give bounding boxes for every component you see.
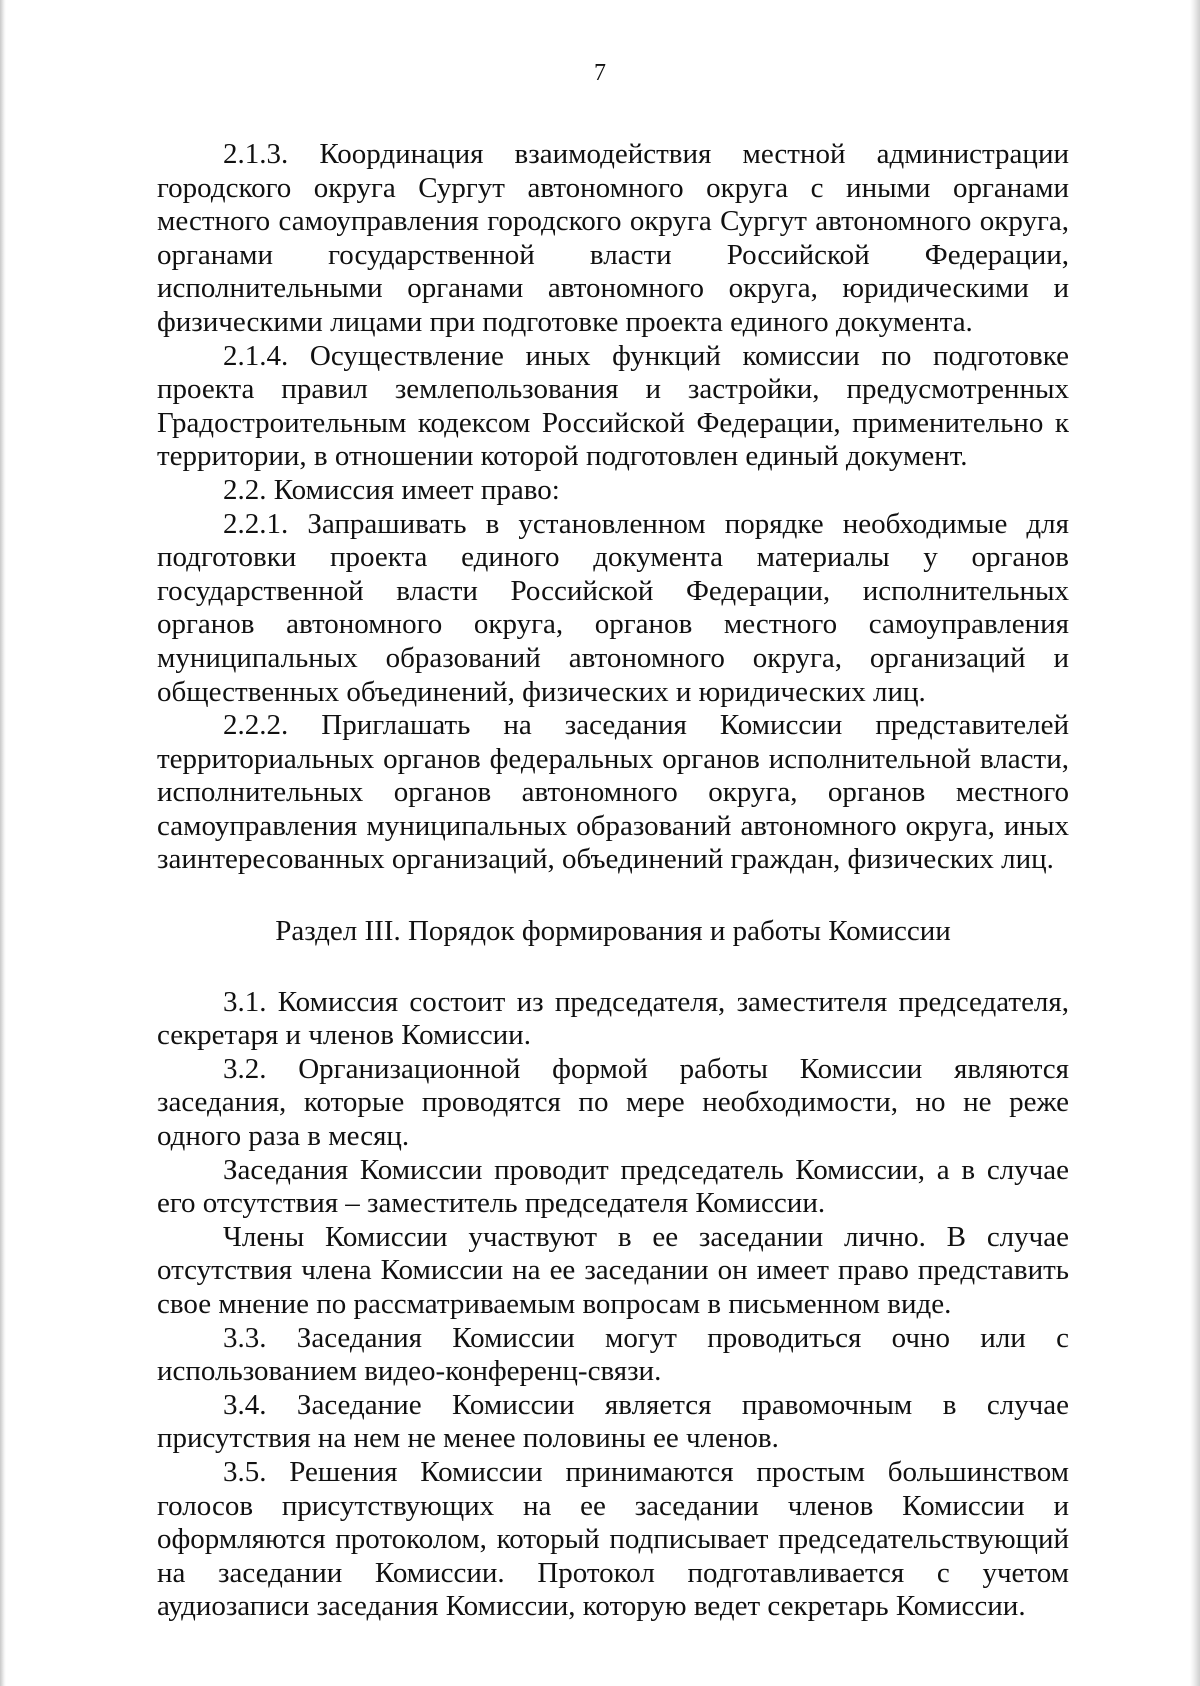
paragraph-2-1-4: 2.1.4. Осуществление иных функций комиссии по подготовке проекта правил землепользования и застройки, предусмотренных Градостроительным кодексом Российской Федерации, применительно к территории, в отношении которой подготовлен единый документ. xyxy=(157,339,1069,473)
paragraph-2-1-3: 2.1.3. Координация взаимодействия местной администрации городского округа Сургут автономного округа с иными органами местного самоуправления городского округа Сургут автономного округа, органами государственной власти Российской Федерации, исполнительными органами автономного округа, юридическими и физическими лицами при подготовке проекта единого документа. xyxy=(157,138,1069,338)
page-number: 7 xyxy=(594,60,606,86)
paragraph-3-2: 3.2. Организационной формой работы Комиссии являются заседания, которые проводятся по мере необходимости, но не реже одного раза в месяц. xyxy=(157,1052,1069,1153)
paragraph-3-2-members: Члены Комиссии участвуют в ее заседании лично. В случае отсутствия члена Комиссии на ее заседании он имеет право представить свое мнение по рассматриваемым вопросам в письменном виде. xyxy=(157,1220,1069,1320)
paragraph-2-2-2: 2.2.2. Приглашать на заседания Комиссии представителей территориальных органов федеральных органов исполнительной власти, исполнительных органов автономного округа, органов местного самоуправления муниципальных образований автономного округа, иных заинтересованных организаций, объединений граждан, физических лиц. xyxy=(157,709,1069,876)
paragraph-2-2-1: 2.2.1. Запрашивать в установленном порядке необходимые для подготовки проекта единого документа материалы у органов государственной власти Российской Федерации, исполнительных органов автономного округа, органов местного самоуправления муниципальных образований автономного округа, организаций и общественных объединений, физических и юридических лиц. xyxy=(157,507,1069,708)
document-body xyxy=(157,138,1069,1624)
paragraph-3-1: 3.1. Комиссия состоит из председателя, заместителя председателя, секретаря и членов Комиссии. xyxy=(157,985,1069,1052)
paragraph-3-4: 3.4. Заседание Комиссии является правомочным в случае присутствия на нем не менее половины ее членов. xyxy=(157,1388,1069,1455)
paragraph-3-3: 3.3. Заседания Комиссии могут проводиться очно или с использованием видео-конференц-связи. xyxy=(157,1321,1069,1388)
paragraph-3-2-chair: Заседания Комиссии проводит председатель Комиссии, а в случае его отсутствия – заместитель председателя Комиссии. xyxy=(157,1153,1069,1220)
paragraph-2-2: 2.2. Комиссия имеет право: xyxy=(223,473,560,506)
scan-edge-right xyxy=(1190,0,1200,1686)
scan-edge-left xyxy=(0,0,6,1686)
paragraph-3-5: 3.5. Решения Комиссии принимаются простым большинством голосов присутствующих на ее заседании членов Комиссии и оформляются протоколом, который подписывает председательствующий на заседании Комиссии. Протокол подготавливается с учетом аудиозаписи заседания Комиссии, которую ведет секретарь Комиссии. xyxy=(157,1455,1069,1623)
section-heading: Раздел III. Порядок формирования и работы Комиссии xyxy=(275,915,951,948)
